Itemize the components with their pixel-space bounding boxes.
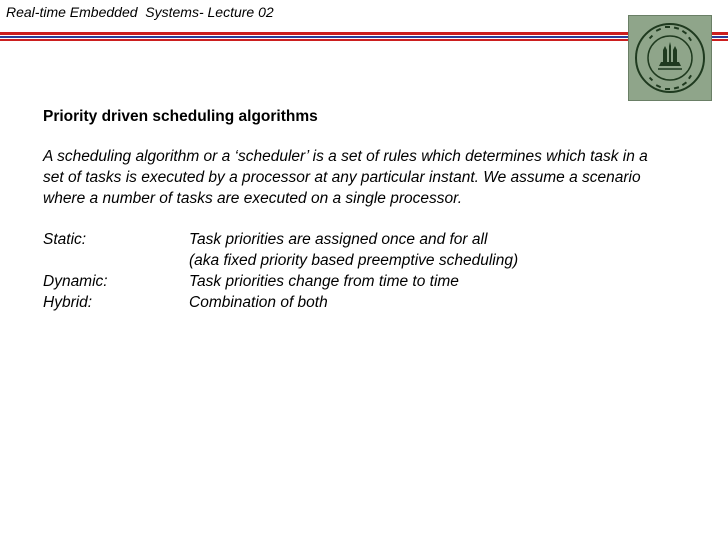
slide-body [43,106,663,313]
definition-static [43,229,663,271]
definition-term: Dynamic: [43,273,108,290]
header-stripe-blue [0,36,728,38]
definition-description [189,271,663,292]
header-stripe-red-lower [0,39,728,41]
slide-paragraph: A scheduling algorithm or a ‘scheduler’ is a set of rules which determines which task in a set of tasks is executed by a processor at any particular instant. We assume a scenario where a number of tasks are executed on a single processor. [43,148,648,207]
definition-dynamic [43,271,663,292]
definitions-list [43,229,663,313]
definition-line: Combination of both [189,294,328,311]
definition-line: (aka fixed priority based preemptive scheduling) [189,252,519,269]
definition-line: Task priorities change from time to time [189,273,459,290]
definition-line: Task priorities are assigned once and for all [189,231,488,248]
slide-header-title: Real-time Embedded Systems- Lecture 02 [6,4,274,20]
definition-description [189,292,663,313]
definition-term: Hybrid: [43,294,93,311]
university-seal-icon [629,16,711,100]
definition-hybrid [43,292,663,313]
university-seal-logo [628,15,712,101]
header-stripe-red [0,32,728,35]
slide-heading: Priority driven scheduling algorithms [43,108,318,125]
definition-description [189,229,663,271]
definition-term: Static: [43,231,87,248]
